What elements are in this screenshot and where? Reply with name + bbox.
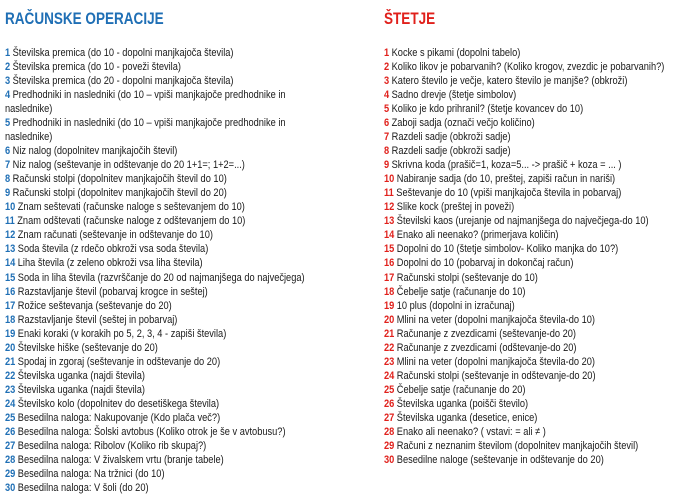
list-item[interactable] — [384, 144, 687, 158]
list-item[interactable] — [5, 397, 315, 411]
list-item[interactable] — [5, 467, 315, 481]
list-item[interactable] — [5, 383, 315, 397]
item-number: 16 — [384, 257, 395, 270]
item-label: Enako ali neenako? ( vstavi: = ali ≠ ) — [396, 425, 546, 438]
item-label: Dopolni do 10 (štetje simbolov- Koliko manjka do 10?) — [396, 243, 619, 256]
item-number: 23 — [384, 355, 395, 368]
item-number: 20 — [384, 313, 395, 326]
list-item[interactable] — [5, 158, 315, 172]
item-number: 10 — [5, 201, 16, 214]
list-item[interactable] — [384, 313, 687, 327]
item-number: 12 — [5, 229, 16, 242]
list-item[interactable] — [5, 214, 315, 228]
list-item[interactable] — [5, 228, 315, 242]
item-label: Enaki koraki (v korakih po 5, 2, 3, 4 - zapiši števila) — [17, 327, 227, 340]
item-number: 15 — [5, 271, 16, 284]
list-item[interactable] — [384, 46, 687, 60]
item-number: 19 — [5, 327, 16, 340]
item-label: Znam računati (seštevanje in odštevanje do 10) — [17, 229, 213, 242]
item-number: 4 — [384, 89, 390, 102]
list-item[interactable] — [5, 439, 315, 453]
item-number: 30 — [384, 453, 395, 466]
list-item[interactable] — [384, 158, 687, 172]
item-number: 18 — [5, 313, 16, 326]
list-item[interactable] — [5, 369, 315, 383]
item-label: Skrivna koda (prašič=1, koza=5... -> prašič + koza = ... ) — [391, 159, 622, 172]
item-label: Razdeli sadje (obkroži sadje) — [391, 145, 511, 158]
item-number: 11 — [384, 187, 394, 200]
list-item[interactable] — [5, 425, 315, 439]
item-label: Mlini na veter (dopolni manjkajoča števila-do 20) — [396, 355, 596, 368]
item-number: 28 — [384, 425, 395, 438]
list-item[interactable] — [384, 383, 687, 397]
item-number: 7 — [5, 159, 11, 172]
list-item[interactable] — [5, 172, 315, 186]
item-number: 27 — [5, 439, 16, 452]
item-label: Besedilne naloge (seštevanje in odštevanje do 20) — [396, 453, 604, 466]
item-label: Razstavljanje števil (seštej in pobarvaj) — [17, 313, 178, 326]
item-number: 15 — [384, 243, 395, 256]
item-number: 29 — [5, 467, 16, 480]
item-number: 6 — [384, 117, 390, 130]
item-label: Računski stolpi (seštevanje do 10) — [396, 271, 538, 284]
item-number: 24 — [384, 369, 395, 382]
item-label: Številska premica (do 10 - dopolni manjkajoča števila) — [12, 47, 234, 59]
item-label: Številsko kolo (dopolnitev do desetiškega števila) — [17, 397, 220, 410]
list-item[interactable] — [384, 369, 687, 383]
list-item[interactable] — [5, 341, 315, 355]
item-number: 28 — [5, 453, 16, 466]
list-item[interactable] — [384, 355, 687, 369]
item-label: Dopolni do 10 (pobarvaj in dokončaj račun) — [396, 257, 574, 270]
item-label: Računanje z zvezdicami (odštevanje-do 20) — [396, 341, 577, 354]
item-label: Številska uganka (poišči število) — [396, 397, 529, 410]
item-label: Številska uganka (desetice, enice) — [396, 411, 538, 424]
list-item[interactable] — [384, 186, 687, 200]
list-item[interactable] — [384, 172, 687, 186]
item-label: Besedilna naloga: Ribolov (Koliko rib skupaj?) — [17, 439, 207, 452]
item-label: Znam odštevati (računske naloge z odštevanjem do 10) — [17, 215, 246, 228]
item-number: 24 — [5, 397, 16, 410]
item-number: 1 — [384, 47, 390, 59]
item-number: 8 — [5, 173, 11, 186]
list-item[interactable] — [5, 481, 315, 495]
item-label: Številska premica (do 20 - dopolni manjkajoča števila) — [12, 75, 234, 88]
list-item[interactable] — [384, 200, 687, 214]
item-label: Mlini na veter (dopolni manjkajoča števila-do 10) — [396, 313, 596, 326]
item-number: 1 — [5, 47, 11, 59]
list-item[interactable] — [5, 60, 315, 74]
item-label: Spodaj in zgoraj (seštevanje in odštevanje do 20) — [17, 355, 221, 368]
stetje-column — [384, 9, 687, 467]
item-label: Niz nalog (dopolnitev manjkajočih števil) — [12, 145, 178, 158]
item-label: Razdeli sadje (obkroži sadje) — [391, 131, 511, 144]
item-number: 17 — [384, 271, 395, 284]
item-number: 30 — [5, 481, 16, 494]
item-label: Številska uganka (najdi števila) — [17, 369, 145, 382]
list-item[interactable] — [384, 256, 687, 270]
item-number: 23 — [5, 383, 16, 396]
list-item[interactable] — [384, 88, 687, 102]
item-label: Besedilna naloga: Šolski avtobus (Koliko otrok je še v avtobusu?) — [17, 425, 286, 438]
list-item[interactable] — [5, 313, 315, 327]
list-item[interactable] — [5, 242, 315, 256]
item-number: 5 — [384, 103, 390, 116]
item-number: 26 — [5, 425, 16, 438]
item-label: Seštevanje do 10 (vpiši manjkajoča števila in pobarvaj) — [396, 187, 622, 200]
item-label: Slike kock (preštej in poveži) — [396, 201, 515, 214]
item-label: Rožice seštevanja (seštevanje do 20) — [17, 299, 172, 312]
item-label: Besedilna naloga: V živalskem vrtu (branje tabele) — [17, 453, 224, 466]
item-number: 16 — [5, 285, 16, 298]
item-label: Računski stolpi (seštevanje in odštevanje-do 20) — [396, 369, 596, 382]
item-label: Kocke s pikami (dopolni tabelo) — [391, 47, 521, 59]
list-item[interactable] — [384, 74, 687, 88]
item-number: 18 — [384, 285, 395, 298]
item-label: Besedilna naloga: V šoli (do 20) — [17, 481, 149, 494]
item-number: 6 — [5, 145, 11, 158]
list-item[interactable] — [384, 327, 687, 341]
racunske-operacije-column — [5, 9, 315, 495]
list-item[interactable] — [5, 116, 315, 144]
item-label: Sadno drevje (štetje simbolov) — [391, 89, 517, 102]
item-label: Zaboji sadja (označi večjo količino) — [391, 117, 535, 130]
item-label: Čebelje satje (računanje do 20) — [396, 383, 526, 396]
item-number: 21 — [384, 327, 395, 340]
list-item[interactable] — [384, 242, 687, 256]
item-label: Računski stolpi (dopolnitev manjkajočih števil do 10) — [12, 173, 227, 186]
list-item[interactable] — [5, 271, 315, 285]
item-number: 13 — [384, 215, 395, 228]
item-label: Znam seštevati (računske naloge s seštevanjem do 10) — [17, 201, 245, 214]
list-item[interactable] — [384, 299, 687, 313]
item-number: 29 — [384, 439, 395, 452]
item-label: Številska uganka (najdi števila) — [17, 383, 145, 396]
item-label: Soda števila (z rdečo obkroži vsa soda števila) — [17, 243, 209, 256]
list-item[interactable] — [5, 88, 315, 116]
list-item[interactable] — [5, 46, 315, 60]
item-number: 8 — [384, 145, 390, 158]
item-label: Računi z neznanim številom (dopolnitev manjkajočih števil) — [396, 439, 639, 452]
list-item[interactable] — [384, 228, 687, 242]
item-number: 19 — [384, 299, 395, 312]
list-item[interactable] — [384, 271, 687, 285]
item-label: Katero število je večje, katero število je manjše? (obkroži) — [391, 75, 628, 88]
item-number: 25 — [5, 411, 16, 424]
item-number: 12 — [384, 201, 395, 214]
item-label: Predhodniki in nasledniki (do 10 – vpiši manjkajoče predhodnike in naslednike) — [5, 89, 286, 116]
list-item[interactable] — [384, 425, 687, 439]
item-label: Številski kaos (urejanje od najmanjšega do največjega-do 10) — [396, 215, 649, 228]
list-item[interactable] — [384, 116, 687, 130]
list-item[interactable] — [384, 341, 687, 355]
item-label: Čebelje satje (računanje do 10) — [396, 285, 526, 298]
list-item[interactable] — [384, 397, 687, 411]
item-number: 25 — [384, 383, 395, 396]
item-label: Računski stolpi (dopolnitev manjkajočih števil do 20) — [12, 187, 227, 200]
item-number: 3 — [384, 75, 390, 88]
item-number: 27 — [384, 411, 395, 424]
item-label: Besedilna naloga: Na tržnici (do 10) — [17, 467, 165, 480]
list-item[interactable] — [5, 327, 315, 341]
item-number: 20 — [5, 341, 16, 354]
list-item[interactable] — [384, 102, 687, 116]
list-item[interactable] — [5, 74, 315, 88]
item-label: Računanje z zvezdicami (seštevanje-do 20) — [396, 327, 576, 340]
item-number: 26 — [384, 397, 395, 410]
item-label: Razstavljanje števil (pobarvaj krogce in seštej) — [17, 285, 208, 298]
item-number: 10 — [384, 173, 395, 186]
item-number: 4 — [5, 89, 11, 102]
item-number: 7 — [384, 131, 390, 144]
item-label: Niz nalog (seštevanje in odštevanje do 20 1+1=; 1+2=...) — [12, 159, 245, 172]
item-label: Enako ali neenako? (primerjava količin) — [396, 229, 559, 242]
item-label: Predhodniki in nasledniki (do 10 – vpiši manjkajoče predhodnike in naslednike) — [5, 117, 286, 144]
item-number: 9 — [5, 187, 11, 200]
list-item[interactable] — [384, 285, 687, 299]
item-number: 22 — [384, 341, 395, 354]
list-item[interactable] — [5, 453, 315, 467]
item-number: 11 — [5, 215, 15, 228]
item-number: 2 — [5, 61, 11, 74]
list-item[interactable] — [5, 355, 315, 369]
item-label: Liha števila (z zeleno obkroži vsa liha števila) — [17, 257, 203, 270]
item-number: 9 — [384, 159, 390, 172]
item-number: 21 — [5, 355, 16, 368]
item-number: 22 — [5, 369, 16, 382]
item-number: 14 — [5, 257, 16, 270]
item-label: Besedilna naloga: Nakupovanje (Kdo plača več?) — [17, 411, 221, 424]
item-label: Nabiranje sadja (do 10, preštej, zapiši račun in nariši) — [396, 173, 616, 186]
section-title: RAČUNSKE OPERACIJE — [5, 10, 164, 28]
list-item[interactable] — [5, 144, 315, 158]
list-item[interactable] — [5, 285, 315, 299]
list-item[interactable] — [384, 214, 687, 228]
list-item[interactable] — [384, 411, 687, 425]
item-number: 5 — [5, 117, 11, 130]
list-item[interactable] — [5, 186, 315, 200]
item-number: 13 — [5, 243, 16, 256]
list-item[interactable] — [384, 130, 687, 144]
list-item[interactable] — [384, 439, 687, 453]
list-item[interactable] — [384, 60, 687, 74]
item-label: Koliko je kdo prihranil? (štetje kovancev do 10) — [391, 103, 584, 116]
item-label: Številska premica (do 10 - poveži števila) — [12, 61, 181, 74]
item-label: Soda in liha števila (razvrščanje do 20 od najmanjšega do največjega) — [17, 271, 305, 284]
list-item[interactable] — [5, 200, 315, 214]
item-number: 2 — [384, 61, 390, 74]
item-number: 14 — [384, 229, 395, 242]
list-item[interactable] — [5, 411, 315, 425]
section-title: ŠTETJE — [384, 10, 436, 28]
worksheet-list — [384, 46, 687, 467]
item-label: 10 plus (dopolni in izračunaj) — [396, 299, 515, 312]
worksheet-list — [5, 46, 315, 495]
list-item[interactable] — [384, 453, 687, 467]
item-label: Koliko likov je pobarvanih? (Koliko krogov, zvezdic je pobarvanih?) — [391, 61, 665, 74]
item-number: 3 — [5, 75, 11, 88]
list-item[interactable] — [5, 256, 315, 270]
list-item[interactable] — [5, 299, 315, 313]
item-label: Številske hiške (seštevanje do 20) — [17, 341, 158, 354]
item-number: 17 — [5, 299, 16, 312]
